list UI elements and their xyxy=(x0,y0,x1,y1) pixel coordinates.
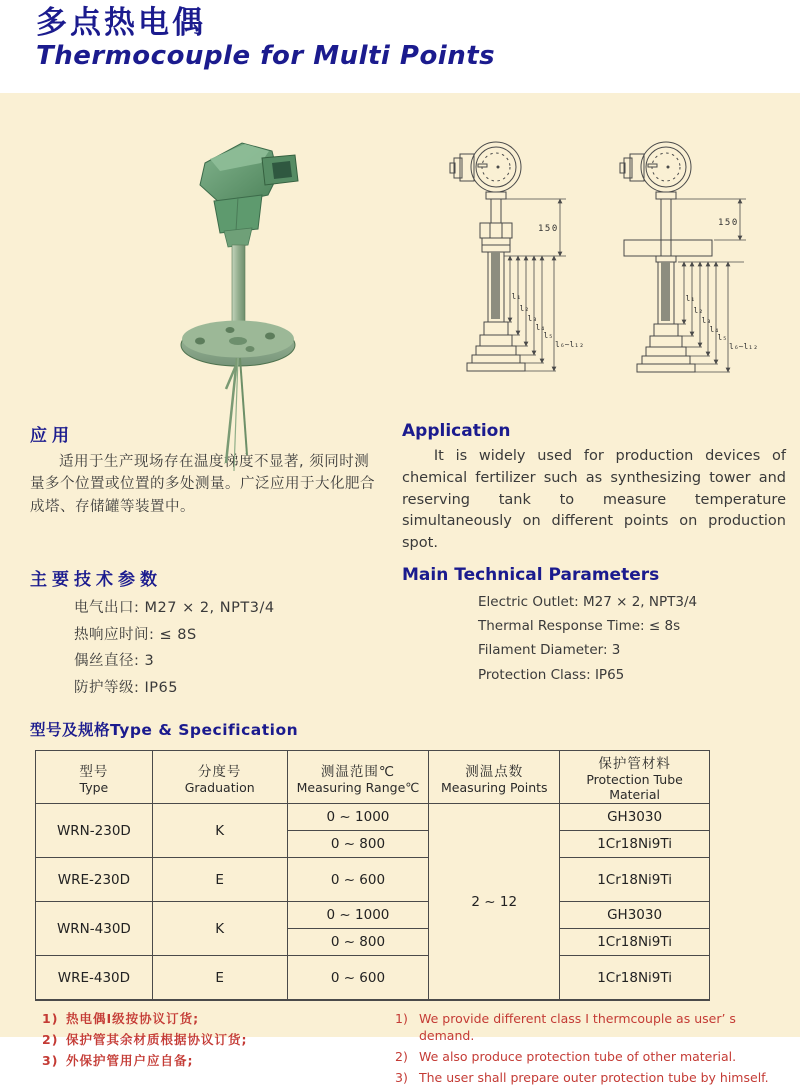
drawing-thread-fitting xyxy=(480,223,512,252)
dim-label-l3: l₃ xyxy=(527,314,538,323)
cell-range: 0 ~ 600 xyxy=(287,858,429,902)
footnotes-en xyxy=(395,1011,790,1091)
dim-label-l4: l₄ xyxy=(535,323,546,332)
parameters-en xyxy=(402,565,786,702)
parameter-item: 防护等级: IP65 xyxy=(74,680,178,697)
note-line: 3) The user shall prepare outer protection tube by himself. xyxy=(395,1069,769,1085)
dim-label-150: 150 xyxy=(538,224,559,234)
note-line: 2) 保护管其余材质根据协议订货; xyxy=(42,1031,248,1047)
table-row xyxy=(36,956,710,1001)
note-line: 1) We provide different class Ⅰ thermcouple as user’ s demand. xyxy=(395,1011,736,1043)
parameters-heading-en: Main Technical Parameters xyxy=(402,564,660,585)
parameter-item: 偶丝直径: 3 xyxy=(74,653,155,670)
application-heading-zh: 应用 xyxy=(30,426,74,446)
parameter-list-en xyxy=(478,590,786,687)
parameter-list-zh xyxy=(74,595,378,702)
dim-label-l1: l₁ xyxy=(685,294,696,303)
cell-graduation: K xyxy=(152,804,287,858)
cell-model: WRE-230D xyxy=(36,858,153,902)
drawing-stem xyxy=(661,199,671,240)
footnotes-zh xyxy=(42,1011,395,1091)
parameters-section xyxy=(0,565,800,702)
parameter-item: Electric Outlet: M27 × 2, NPT3/4 xyxy=(478,593,698,610)
dim-label-l5: l₅ xyxy=(543,331,554,340)
drawing-stem xyxy=(491,199,501,223)
cell-range: 0 ~ 1000 xyxy=(287,804,429,831)
drawing-stepped-probe xyxy=(467,252,525,371)
cell-material: 1Cr18Ni9Ti xyxy=(560,929,710,956)
dim-label-l6-l12: l₆~l₁₂ xyxy=(729,342,758,351)
parameter-item: 电气出口: M27 × 2, NPT3/4 xyxy=(74,599,275,616)
dim-label-l5: l₅ xyxy=(717,333,728,342)
drawing-flange xyxy=(624,240,712,262)
parameter-item: Thermal Response Time: ≤ 8s xyxy=(478,618,681,635)
parameter-item: Filament Diameter: 3 xyxy=(478,642,621,659)
photo-head xyxy=(200,143,298,247)
footnotes xyxy=(0,1001,800,1091)
dim-label-l6-l12: l₆~l₁₂ xyxy=(555,340,584,349)
application-en xyxy=(402,421,786,555)
dim-label-150: 150 xyxy=(718,218,739,228)
product-images xyxy=(0,93,800,421)
page-title-en: Thermocouple for Multi Points xyxy=(36,40,496,71)
drawing-flanged-type xyxy=(594,139,784,377)
thermocouple-photo xyxy=(150,133,335,398)
cell-material: GH3030 xyxy=(560,902,710,929)
cell-material: 1Cr18Ni9Ti xyxy=(560,956,710,1001)
col-header-measuring-range: 测温范围℃ Measuring Range℃ xyxy=(287,751,429,804)
dim-label-l2: l₂ xyxy=(693,306,704,315)
note-line: 2) We also produce protection tube of other material. xyxy=(395,1048,737,1064)
drawing-threaded-type xyxy=(420,139,595,377)
cell-range: 0 ~ 1000 xyxy=(287,902,429,929)
note-line: 3) 外保护管用户应自备; xyxy=(42,1052,194,1068)
spec-table xyxy=(35,750,710,1001)
parameter-item: Protection Class: IP65 xyxy=(478,666,625,683)
parameters-heading-zh: 主要技术参数 xyxy=(30,569,162,590)
note-line: 1) 热电偶Ⅰ级按协议订货; xyxy=(42,1011,200,1026)
application-body-zh: 适用于生产现场存在温度梯度不显著, 须同时测量多个位置或位置的多处测量。广泛应用于大化肥合成塔、存储罐等装置中。 xyxy=(30,454,375,515)
drawing-head xyxy=(620,142,691,199)
page-header xyxy=(0,0,800,87)
dim-label-l3: l₃ xyxy=(701,316,712,325)
cell-range: 0 ~ 600 xyxy=(287,956,429,1001)
cell-graduation: E xyxy=(152,858,287,902)
col-header-type: 型号 Type xyxy=(36,751,153,804)
content-area xyxy=(0,93,800,1085)
application-body-en: It is widely used for production devices of chemical fertilizer such as synthesizing tower and reserving tank to measure temperature simultaneously on different points on production spot. xyxy=(402,448,786,551)
parameters-zh xyxy=(30,565,402,702)
parameter-item: 热响应时间: ≤ 8S xyxy=(74,626,197,643)
cell-model: WRE-430D xyxy=(36,956,153,1001)
cell-material: 1Cr18Ni9Ti xyxy=(560,858,710,902)
page-title-zh: 多点热电偶 xyxy=(36,5,206,41)
drawing-stepped-probe xyxy=(637,262,695,372)
col-header-measuring-points: 测温点数 Measuring Points xyxy=(429,751,560,804)
cell-material: 1Cr18Ni9Ti xyxy=(560,831,710,858)
dim-label-l2: l₂ xyxy=(519,304,530,313)
cell-range: 0 ~ 800 xyxy=(287,929,429,956)
table-row xyxy=(36,858,710,902)
cell-material: GH3030 xyxy=(560,804,710,831)
dim-label-l4: l₄ xyxy=(709,325,720,334)
dim-label-l1: l₁ xyxy=(511,292,522,301)
drawing-head xyxy=(450,142,521,199)
col-header-graduation: 分度号 Graduation xyxy=(152,751,287,804)
col-header-protection-tube-material: 保护管材料 Protection Tube Material xyxy=(560,751,710,804)
cell-points: 2 ~ 12 xyxy=(429,804,560,1001)
cell-range: 0 ~ 800 xyxy=(287,831,429,858)
table-header-row xyxy=(36,751,710,804)
application-zh xyxy=(30,421,402,555)
cell-graduation: E xyxy=(152,956,287,1001)
table-row xyxy=(36,804,710,831)
photo-stem xyxy=(232,245,245,331)
cell-graduation: K xyxy=(152,902,287,956)
cell-model: WRN-230D xyxy=(36,804,153,858)
spec-heading: 型号及规格Type & Specification xyxy=(30,721,299,739)
application-section xyxy=(0,421,800,555)
cell-model: WRN-430D xyxy=(36,902,153,956)
application-heading-en: Application xyxy=(402,421,511,441)
table-row xyxy=(36,902,710,929)
